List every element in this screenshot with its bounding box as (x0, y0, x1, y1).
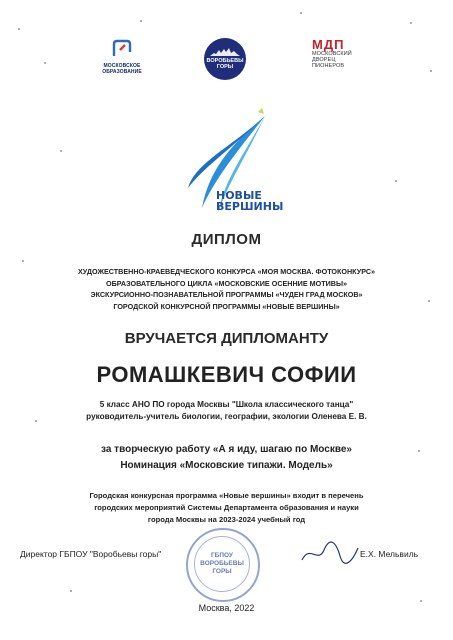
contest-description (0, 266, 453, 312)
vorobyovy-gory-logo (202, 38, 248, 80)
signer-name: Е.Х. Мельвиль (360, 549, 419, 559)
contest-line: ОБРАЗОВАТЕЛЬНОГО ЦИКЛА «МОСКОВСКИЕ ОСЕННИЕ МОТИВЫ» (105, 278, 347, 288)
mdp-line2: ДВОРЕЦ (312, 57, 336, 63)
mdp-mark: МДП (312, 37, 345, 52)
supervisor-line: руководитель-учитель биологии, географии, экологии Оленева Е. В. (86, 412, 367, 421)
program-line: города Москвы на 2023-2024 учебный год (147, 515, 306, 524)
skyline-icon (210, 47, 240, 57)
contest-line: ХУДОЖЕСТВЕННО-КРАЕВЕДЧЕСКОГО КОНКУРСА «МОЯ МОСКВА. ФОТОКОНКУРС» (77, 267, 376, 276)
mdp-line3: ПИОНЕРОВ (312, 63, 345, 69)
mdp-logo (312, 38, 382, 69)
award-heading: ВРУЧАЕТСЯ ДИПЛОМАНТУ (124, 330, 329, 347)
vg-line1: ВОРОБЬЕВЫ (206, 57, 244, 64)
contest-line: ГОРОДСКОЙ КОНКУРСНОЙ ПРОГРАММЫ «НОВЫЕ ВЕРШИНЫ» (113, 301, 340, 311)
program-note (0, 490, 453, 526)
mos-obr-line1: МОСКОВСКОЕ (103, 63, 141, 69)
signer-title: Директор ГБПОУ "Воробьевы горы" (20, 549, 162, 559)
school-line: 5 класс АНО ПО города Москвы "Школа классического танца" (99, 400, 354, 409)
work-title-line: за творческую работу «А я иду, шагаю по Москве» (101, 444, 352, 455)
work-info (0, 442, 453, 474)
city-year: Москва, 2022 (198, 603, 255, 613)
emblem-line1: НОВЫЕ (216, 189, 262, 202)
signature-scribble (300, 540, 360, 566)
diploma-title: ДИПЛОМ (191, 231, 262, 248)
mos-obrazovanie-icon (111, 38, 133, 58)
official-stamp: ГБПОУ ВОРОБЬЕВЫ ГОРЫ (186, 528, 260, 602)
vg-line2: ГОРЫ (216, 64, 234, 70)
recipient-name: РОМАШКЕВИЧ СОФИИ (96, 362, 357, 387)
mos-obr-line2: ОБРАЗОВАНИЕ (102, 69, 142, 75)
program-line: Городская конкурсная программа «Новые вершины» входит в перечень (89, 491, 364, 500)
emblem-line2: ВЕРШИНЫ (216, 200, 284, 213)
nomination-line: Номинация «Московские типажи. Модель» (120, 460, 333, 471)
vorobyovy-gory-badge (204, 38, 246, 80)
school-info (0, 399, 453, 423)
mos-obrazovanie-logo (92, 38, 152, 75)
emblem-title (216, 190, 283, 212)
contest-line: ЭКСКУРСИОННО-ПОЗНАВАТЕЛЬНОЙ ПРОГРАММЫ «ЧУДЕН ГРАД МОСКОВ» (90, 290, 363, 300)
program-line: городских мероприятий Системы Департамента образования и науки (94, 503, 359, 512)
mdp-line1: МОСКОВСКИЙ (312, 51, 352, 57)
